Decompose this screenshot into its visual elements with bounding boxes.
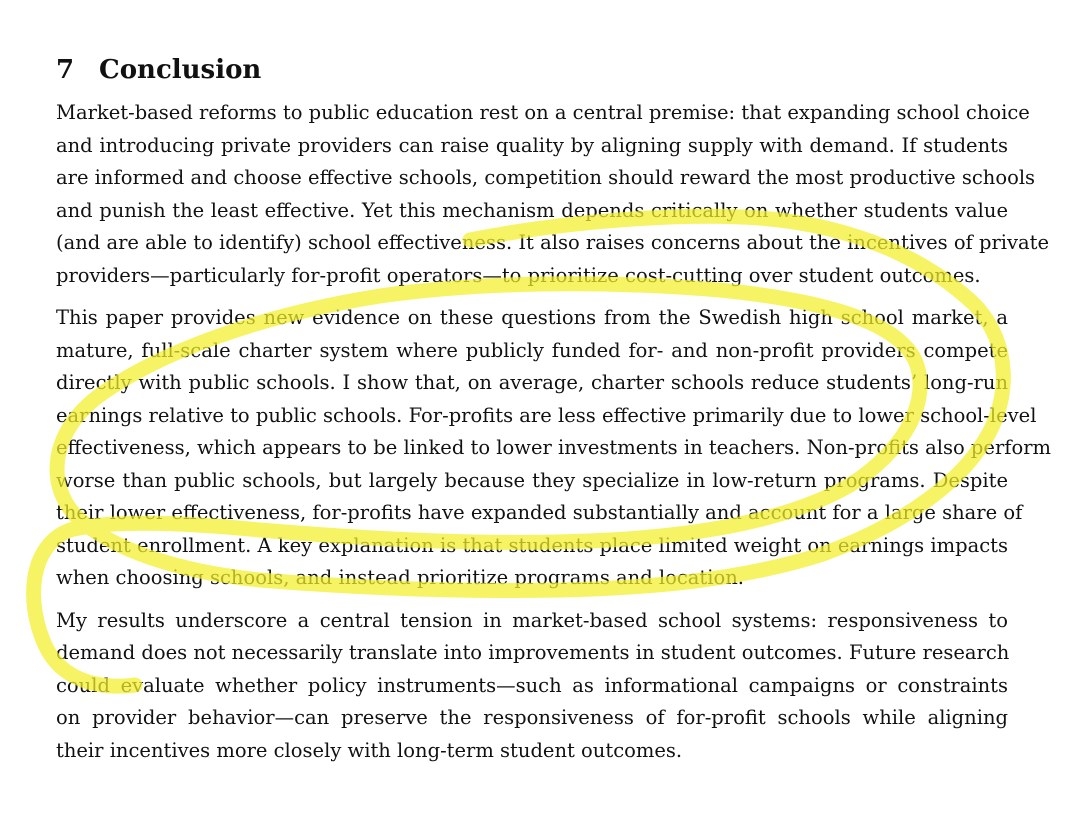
text-line: on provider behavior—can preserve the responsiveness of for-profit schools while aligning — [56, 706, 1008, 729]
section-body — [56, 97, 1052, 777]
text-line: and introducing private providers can raise quality by aligning supply with demand. If students — [56, 133, 1008, 157]
text-line: mature, full-scale charter system where publicly funded for- and non-profit providers compete — [56, 338, 1008, 362]
section-title: Conclusion — [99, 55, 262, 85]
text-line: My results underscore a central tension in market-based school systems: responsiveness to — [56, 608, 1008, 632]
section-heading — [56, 52, 261, 88]
text-line: when choosing schools, and instead prioritize programs and location. — [56, 566, 745, 589]
text-line: This paper provides new evidence on these questions from the Swedish high school market, a — [56, 306, 1008, 329]
text-line: worse than public schools, but largely because they specialize in low-return programs. Despite — [56, 468, 1008, 492]
paragraph-1 — [56, 97, 1050, 292]
text-line: providers—particularly for-profit operators—to prioritize cost-cutting over student outcomes. — [56, 263, 981, 287]
text-line: and punish the least effective. Yet this mechanism depends critically on whether students value — [56, 198, 1008, 222]
text-line: are informed and choose effective schools, competition should reward the most productive schools — [56, 166, 1036, 189]
text-line: earnings relative to public schools. For-profits are less effective primarily due to lower school-level — [56, 403, 1037, 427]
text-line: their incentives more closely with long-term student outcomes. — [56, 738, 683, 762]
text-line: student enrollment. A key explanation is that students place limited weight on earnings impacts — [56, 533, 1008, 557]
text-line: their lower effectiveness, for-profits have expanded substantially and account for a large share of — [56, 501, 1023, 524]
section-number: 7 — [56, 55, 75, 85]
paragraph-3 — [56, 605, 1008, 768]
text-line: directly with public schools. I show that, on average, charter schools reduce students’ long-run — [56, 371, 1008, 394]
text-line: demand does not necessarily translate into improvements in student outcomes. Future research — [56, 641, 1010, 664]
text-line: effectiveness, which appears to be linked to lower investments in teachers. Non-profits also perform — [56, 436, 1052, 459]
text-line: could evaluate whether policy instruments—such as informational campaigns or constraints — [56, 673, 1008, 697]
text-line: Market-based reforms to public education rest on a central premise: that expanding school choice — [56, 101, 1030, 124]
text-line: (and are able to identify) school effectiveness. It also raises concerns about the incentives of private — [56, 231, 1050, 254]
paragraph-2 — [56, 302, 1052, 595]
